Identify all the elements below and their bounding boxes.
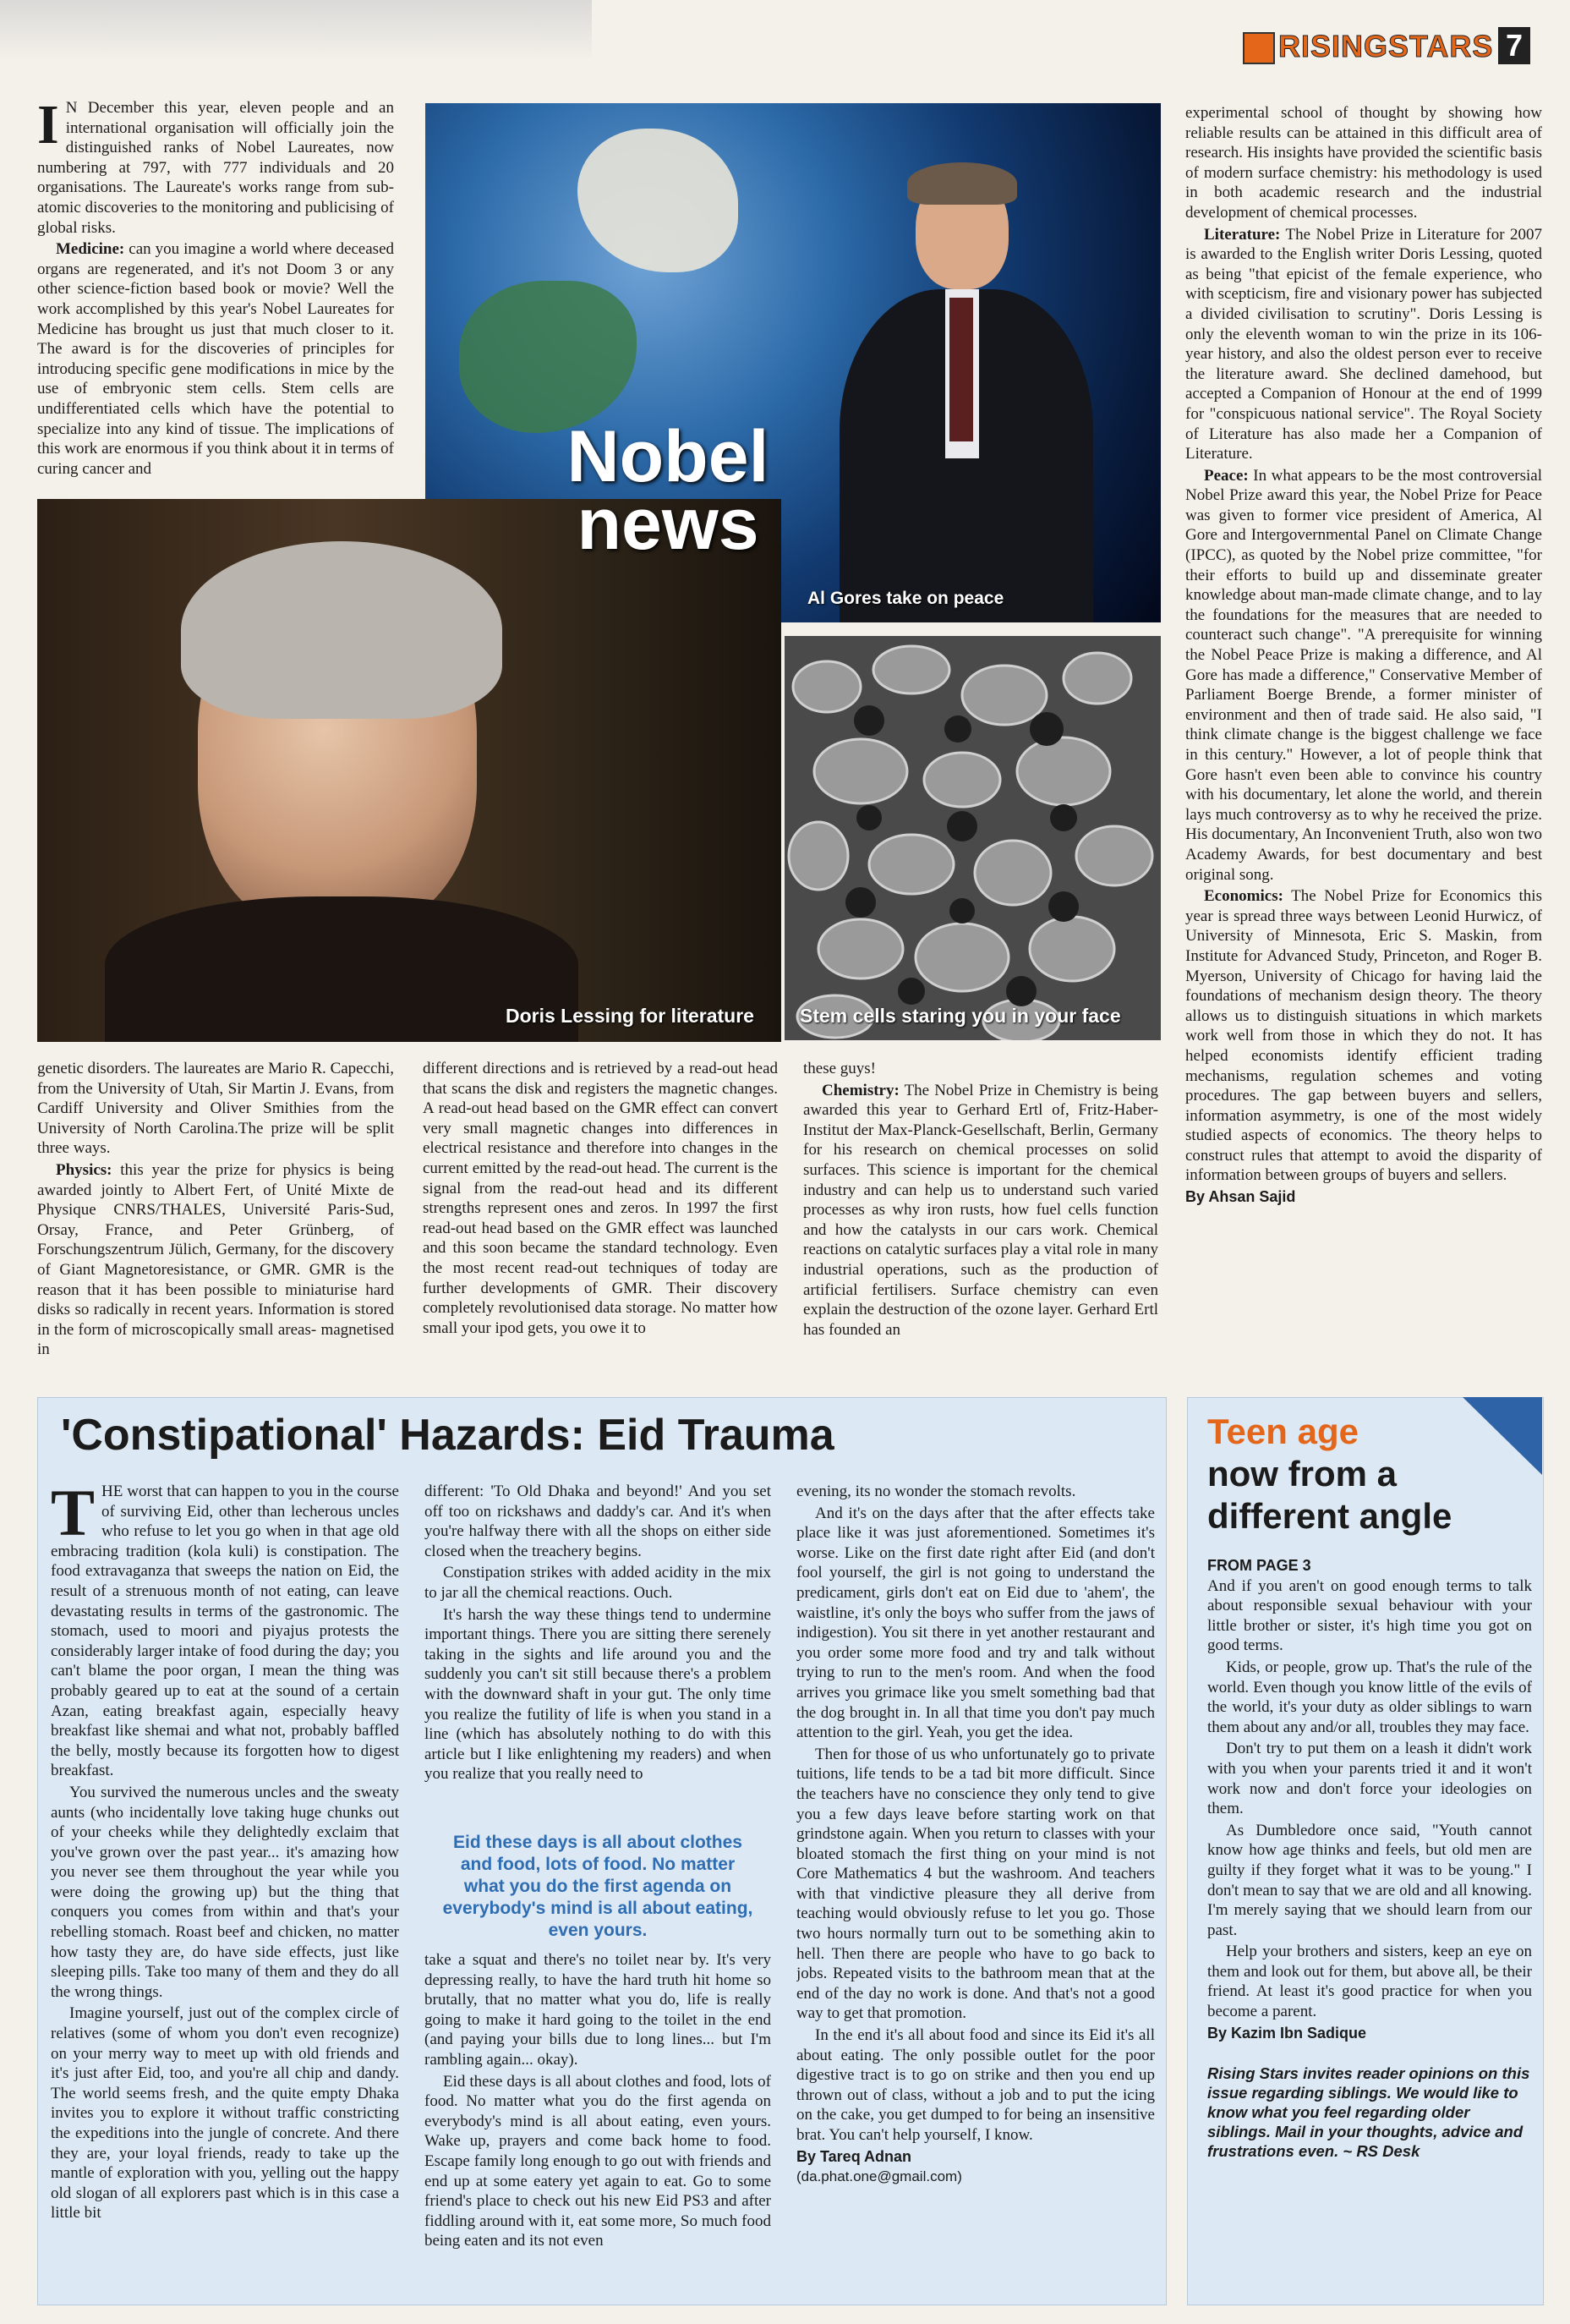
teen-paragraph-terms: And if you aren't on good enough terms to talk about responsible sexual behaviour with your little brother or sister, it's high time you got on good terms.	[1207, 1576, 1532, 1655]
eid-email: (da.phat.one@gmail.com)	[796, 2168, 962, 2185]
eid-headline: 'Constipational' Hazards: Eid Trauma	[61, 1411, 834, 1460]
eid-paragraph-squat: take a squat and there's no toilet near by. It's very depressing really, to have the hard truth hit home so brutally, that no matter what you do, life is really going to make it hard going to the toilet in the end (and paying your bills due to long lines... but I'm rambling again... okay).	[424, 1951, 771, 2069]
al-gore-figure	[823, 154, 1110, 622]
eid-col2-bottom	[424, 1950, 771, 2299]
eid-pullquote: Eid these days is all about clothes and food, lots of food. No matter what you do the first agenda on everybody's mind is all about eating, even yours.	[442, 1833, 753, 1940]
stem-cells-photo	[785, 636, 1161, 1040]
globe-landmass	[577, 129, 738, 272]
medicine-paragraph: can you imagine a world where deceased organs are regenerated, and it's not Doom 3 or any other science-fiction based book or movie? Well the work accomplished by this year's Nobel Laureates for Medicine has brought us just that much closer to it. The award is for the discoveries of principles for introducing specific gene modifications in mice by the use of embryonic stem cells. Stem cells are undifferentiated cells which have the potential to specialize into any kind of tissue. The implications of this work are enormous if you think about it in terms of curing cancer and	[37, 240, 394, 478]
eid-paragraph-tuitions: Then for those of us who unfortunately go to private tuitions, life tends to be a tad bit more difficult. Since the teachers have no conscience they only tend to give you a few days leave before starting work on that grindstone again. When you return to classes with your bloated stomach the first thing on your mind is not Core Mathematics 4 but the washroom. And teachers with that vindictive pleasure they all derive from teaching would obviously refuse to let you go. Those two hours normally turn out to be something akin to hell. Then there are people who have to go back to jobs. Repeated visits to the bathroom mean that at the end of the day no work is done. And that's not a good way to get that promotion.	[796, 1745, 1155, 2023]
stem-cells-caption: Stem cells staring you in your face	[800, 1005, 1121, 1027]
nobel-headline-line1: Nobel	[566, 416, 769, 497]
teen-paragraph-grow-up: Kids, or people, grow up. That's the rule of the world. Even though you know little of the evils of the world, it's your duty as older siblings to warn them about any and/or all, troubles they may face.	[1207, 1658, 1532, 1736]
eid-paragraph-uncles: You survived the numerous uncles and the sweaty aunts (who incidentally love taking huge chunks out of your cheeks while they delightedly exclaim that you've grown over the past year... it's amazing how you never see them throughout the year while you were doing the growing up) but the thing that conquers you comes from within and that's your rebelling stomach. Roast beef and chicken, no matter how tasty they are, do have side effects, just like sleeping pills. Take too many of them and they do all the wrong things.	[51, 1783, 399, 2001]
literature-label: Literature:	[1204, 225, 1281, 244]
nobel-col1-top	[37, 98, 394, 496]
globe-continent	[459, 281, 637, 433]
medicine-label: Medicine:	[56, 240, 125, 259]
economics-label: Economics:	[1204, 887, 1283, 906]
physics-continued: different directions and is retrieved by a read-out head that scans the disk and registers the magnetic changes. A read-out head based on the GMR effect can convert very small magnetic changes into differences in electrical resistance and therefore into changes in the current emitted by the read-out head. The current is the signal from the read-out head and its different strengths represent ones and zeros. In 1997 the first read-out head based on the GMR effect was launched and this soon became the standard technology. Even the most recent read-out techniques of today are further developments of GMR. Their discovery completely revolutionised data storage. No matter how small your ipod gets, you owe it to	[423, 1060, 778, 1337]
teen-paragraph-help: Help your brothers and sisters, keep an eye on them and look out for them, but above all, be their friend. At least it's good practice for when you become a parent.	[1207, 1943, 1532, 2021]
eid-byline: By Tareq Adnan	[796, 2147, 912, 2165]
nobel-col1-bottom	[37, 1059, 394, 1363]
masthead	[1243, 25, 1530, 68]
eid-col2-top	[424, 1482, 771, 1820]
lessing-hair	[181, 541, 502, 719]
teen-title-line1: Teen age	[1207, 1411, 1359, 1451]
teen-from-page: FROM PAGE 3	[1207, 1557, 1311, 1574]
chemistry-label: Chemistry:	[822, 1081, 900, 1099]
stem-cells-texture	[785, 636, 1161, 1040]
teen-paragraph-dumbledore: As Dumbledore once said, "Youth cannot know how age thinks and feels, but old men are guilty if they forget what it was to be young." I don't mean to say that we are old and all knowing. I'm merely saying that we should learn from our past.	[1207, 1821, 1532, 1939]
eid-paragraph-evening: evening, its no wonder the stomach revolts.	[796, 1483, 1076, 1500]
chemistry-continued: experimental school of thought by showing how reliable results can be attained in this difficult area of research. His insights have provided the scientific basis of modern surface chemistry: his methodology is used in both academic research and the industrial development of chemical processes.	[1185, 104, 1542, 222]
teen-title-line3: different angle	[1207, 1496, 1452, 1536]
economics-paragraph: The Nobel Prize for Economics this year is spread three ways between Leonid Hurwicz, of University of Minnesota, Eric S. Maskin, from Institute for Advanced Study, Princeton, and Roger B. Myerson, University of Chicago for having laid the foundations of mechanism design theory. The theory allows us to distinguish situations in which markets work well from those in which they do not. It has helped economists identify efficient trading mechanisms, regulation schemes and voting procedures. The gap between buyers and sellers, information asymmetry, is one of the most widely studied aspects of economics. The theory helps to construct rules that attempt to avoid the disparity of information between groups of buyers and sellers.	[1185, 887, 1542, 1185]
doris-lessing-photo	[37, 499, 781, 1042]
eid-paragraph-different: different: 'To Old Dhaka and beyond!' And you set off too on rickshaws and daddy's car. And it's when you're halfway there with all the shops on either side closed when the treachery begins.	[424, 1483, 771, 1560]
physics-label: Physics:	[56, 1160, 112, 1179]
eid-intro-paragraph: HE worst that can happen to you in the course of surviving Eid, other than lecherous uncles who refuse to let you go when in that age old embracing tradition (kola kuli) is constipation. The food extravaganza that sweeps the nation on Eid, the result of a strenuous month of not eating, can leave devastating results in terms of the gastronomic. The stomach, used to moori and piyajus protests the considerably larger intake of food during the day; you can't blame the poor organ, I mean the thing was probably geared up to eat at the sound of a certain Azan, eating breakfast again, especially heavy breakfast like shemai and what not, probably baffled the belly, mostly because its forgotten how to digest breakfast.	[51, 1483, 399, 1780]
lessing-caption: Doris Lessing for literature	[506, 1005, 754, 1027]
al-gore-caption: Al Gores take on peace	[807, 589, 1004, 608]
teen-reader-note: Rising Stars invites reader opinions on this issue regarding siblings. We would like to know what you feel regarding older siblings. Mail in your thoughts, advice and frustrations even. ~ RS Desk	[1207, 2064, 1530, 2161]
eid-col1	[51, 1482, 399, 2299]
teen-title	[1207, 1411, 1461, 1537]
nobel-dropcap: I	[37, 98, 59, 156]
logo-icon	[1243, 32, 1275, 64]
chemistry-paragraph: The Nobel Prize in Chemistry is being awarded this year to Gerhard Ertl of, Fritz-Haber-Institut der Max-Planck-Gesellschaft, Berlin, Germany for his research on chemical processes on solid surfaces. This science is important for the chemical industry and can help us to understand such varied processes as why iron rusts, how fuel cells function and how the catalysts in our cars work. Chemical reactions on catalytic surfaces play a vital role in many industrial operations, such as the production of artificial fertilisers. Surface chemistry can even explain the destruction of the ozone layer. Gerhard Ertl has founded an	[803, 1081, 1158, 1339]
teen-paragraph-leash: Don't try to put them on a leash it didn't work with you when your parents tried it and it won't work now and don't force your ideologies on them.	[1207, 1740, 1532, 1818]
nobel-col3-bottom	[803, 1059, 1158, 1363]
medicine-continued: genetic disorders. The laureates are Mario R. Capecchi, from the University of Utah, Sir Martin J. Evans, from Cardiff University and Oliver Smithies from the University of North Carolina.The prize will be split three ways.	[37, 1060, 394, 1158]
eid-col3	[796, 1482, 1155, 2299]
corner-fold-icon	[1463, 1397, 1542, 1475]
nobel-col2-bottom	[423, 1059, 778, 1363]
nobel-intro-paragraph: N December this year, eleven people and an international organisation will officially join the distinguished ranks of Nobel Laureates, now numbering at 797, with 777 individuals and 20 organisations. The Laureate's works range from sub-atomic discoveries to the monitoring and publicising of global risks.	[37, 99, 394, 237]
nobel-headline-line2: news	[577, 484, 759, 565]
physics-paragraph: this year the prize for physics is being awarded jointly to Albert Fert, of Unité Mixte de Physique CNRS/THALES, Université Paris-Sud, Orsay, France, and Peter Grünberg, of Forschungszentrum Jülich, Germany, for the discovery of Giant Magnetoresistance, or GMR. GMR is the reason that it has been possible to miniaturise hard disks so radically in recent years. Information is stored in the form of microscopically small areas- magnetised in	[37, 1160, 394, 1359]
eid-paragraph-end: In the end it's all about food and since its Eid it's all about eating. The only possible outlet for the poor digestive tract is to go on strike and then you end up thrown out of class, without a job and to put the icing on the cake, you get dumped to for being an insensitive brat. You can't help yourself, I know.	[796, 2026, 1155, 2144]
eid-paragraph-constipation: Constipation strikes with added acidity in the mix to jar all the chemical reactions. Ouch.	[424, 1564, 771, 1602]
nobel-col4	[1185, 103, 1542, 1372]
nobel-byline: By Ahsan Sajid	[1185, 1188, 1296, 1206]
teen-byline: By Kazim Ibn Sadique	[1207, 2024, 1367, 2042]
teen-body	[1207, 1556, 1532, 2300]
eid-paragraph-imagine: Imagine yourself, just out of the complex circle of relatives (some of whom you don't even recognize) on your merry way to meet up with old friends and it's just after Eid, too, and you're all chip and dandy. The world seems fresh, and the quite empty Dhaka invites you to explore it without traffic constricting the expeditions into the jungle of concrete. And there they are, your loyal friends, ready to take up the mantle of exploration with you, yelling out the happy old slogan of all explorers past which is in this case a little bit	[51, 2004, 399, 2223]
eid-dropcap: T	[51, 1482, 96, 1549]
teen-title-line2: now from a	[1207, 1454, 1398, 1494]
peace-paragraph: In what appears to be the most controversial Nobel Prize award this year, the Nobel Prize for Peace was given to former vice president of America, Al Gore and Intergovernmental Panel on Climate Change (IPCC), as quoted by the Nobel prize committee, "for their efforts to build up and disseminate greater knowledge about man-made climate change, and to lay the foundations for the measures that are needed to counteract such change". "A prerequisite for winning the Nobel Peace Prize is making a difference, and Al Gore has made a difference," Conservative Member of Parliament Boerge Brende, a former minister of environment and then of trade said. He also said, "I think climate change is the biggest challenge we face in this century." However, a lot of people think that Gore hasn't even been able to convince his country with his documentary, let alone the world, and therein lays much controversy as to why he received the prize. His documentary, An Inconvenient Truth, also won two Academy Awards, for best documentary and best original song.	[1185, 466, 1542, 884]
bleed-header-ghost	[0, 0, 592, 61]
eid-paragraph-after-effects: And it's on the days after that the after effects take place like it was just aforementioned. Sometimes it's worse. Like on the first date right after Eid (and don't fool yourself, the girl is not going to understand the predicament, girls don't eat on Eid due to 'ahem', the waistline, it's only the boys who suffer from the jaws of indigestion). You sit there in yet another restaurant and you order some more food and try and talk without trying to run to the men's room. And when the food arrives you grimace like you smelt something bad that the dog brought in. In all that time you don't pay much attention to the girl. Yeah, you get the idea.	[796, 1504, 1155, 1742]
section-name: RISINGSTARS	[1278, 29, 1494, 63]
peace-label: Peace:	[1204, 466, 1249, 485]
eid-paragraph-harsh: It's harsh the way these things tend to undermine important things. There you are sitting there serenely taking in the sights and life around you and the suddenly you can't sit still because there's a problem with the downward shaft in your gut. The only time you realize the futility of life is when you stand in a line (which has absolutely nothing to do with this article but I like enlightening my readers) and when you realize that you really need to	[424, 1605, 771, 1784]
literature-paragraph: The Nobel Prize in Literature for 2007 is awarded to the English writer Doris Lessing, quoted as being "that epicist of the female experience, who with scepticism, fire and visionary power has subjected a divided civilisation to scrutiny". Doris Lessing is only the eleventh woman to win the prize in its 106-year history, and also the oldest person ever to receive the literature award. She declined damehood, but accepted a Companion of Honour at the end of 1999 for "conspicuous national service". The Royal Society of Literature has also made her a Companion of Literature.	[1185, 225, 1542, 463]
physics-end: these guys!	[803, 1060, 877, 1077]
page-number: 7	[1498, 27, 1530, 64]
eid-paragraph-clothes: Eid these days is all about clothes and food, lots of food. No matter what you do the first agenda on everybody's mind is all about eating, even yours. Wake up, prayers and come back home to food. Escape family long enough to go out with friends and end up at some eatery yet again to eat. Go to some friend's place to check out his new Eid PS3 and after fiddling around with it, eat some more, So much food being eaten and its not even	[424, 2072, 771, 2250]
nobel-headline	[541, 416, 795, 565]
